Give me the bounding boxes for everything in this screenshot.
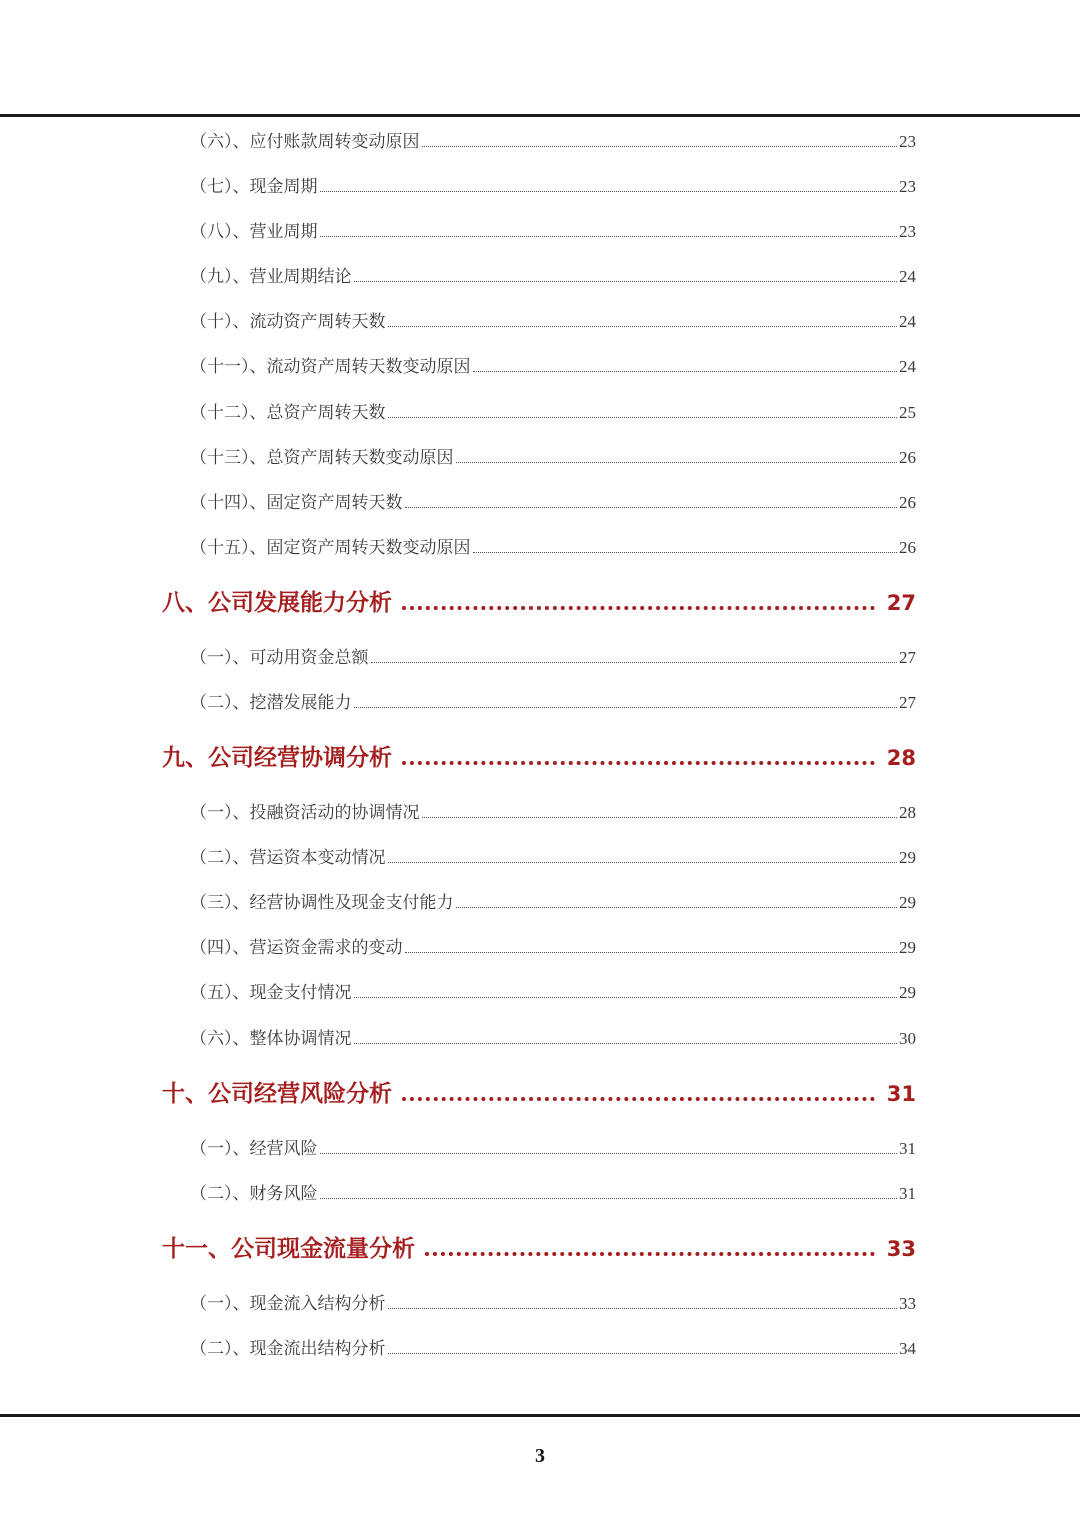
toc-entry-title: （四）、营运资金需求的变动 (190, 938, 403, 958)
toc-entry-page: 23 (899, 177, 916, 196)
dot-leader (473, 371, 898, 372)
toc-entry-title: 十一、公司现金流量分析 (162, 1236, 415, 1262)
dot-leader (354, 707, 898, 708)
toc-entry[interactable] (190, 533, 916, 578)
dot-leader (425, 1252, 875, 1256)
toc-entry-title: 八、公司发展能力分析 (162, 590, 392, 616)
toc-entry-title: （八）、营业周期 (190, 222, 318, 242)
dot-leader (320, 191, 898, 192)
toc-entry-title: （一）、现金流入结构分析 (190, 1294, 386, 1314)
dot-leader (388, 326, 898, 327)
toc-entry[interactable] (190, 398, 916, 443)
toc-entry-page: 29 (899, 848, 916, 867)
dot-leader (456, 462, 898, 463)
dot-leader (388, 417, 898, 418)
toc-entry-page: 34 (899, 1339, 916, 1358)
toc-entry-title: （六）、整体协调情况 (190, 1029, 352, 1049)
dot-leader (405, 952, 898, 953)
toc-entry[interactable] (190, 1134, 916, 1179)
dot-leader (402, 606, 875, 610)
toc-entry-page: 24 (899, 357, 916, 376)
toc-entry[interactable] (190, 352, 916, 397)
toc-entry-title: （十）、流动资产周转天数 (190, 312, 386, 332)
toc-entry-page: 26 (899, 493, 916, 512)
dot-leader (422, 817, 898, 818)
toc-entry-page: 31 (899, 1184, 916, 1203)
toc-entry-page: 30 (899, 1029, 916, 1048)
dot-leader (320, 1153, 898, 1154)
toc-entry[interactable] (190, 262, 916, 307)
toc-entry-page: 23 (899, 132, 916, 151)
header-rule (0, 114, 1080, 117)
toc-entry-page: 29 (899, 893, 916, 912)
toc-entry-title: （二）、现金流出结构分析 (190, 1339, 386, 1359)
toc-entry[interactable] (190, 1024, 916, 1069)
toc-entry[interactable] (190, 307, 916, 352)
toc-entry-title: （五）、现金支付情况 (190, 983, 352, 1003)
toc-entry-title: （二）、财务风险 (190, 1184, 318, 1204)
dot-leader (371, 662, 898, 663)
toc-entry[interactable] (190, 798, 916, 843)
toc-entry[interactable] (190, 1289, 916, 1334)
toc-entry[interactable] (190, 217, 916, 262)
dot-leader (320, 1198, 898, 1199)
toc-entry-page: 23 (899, 222, 916, 241)
toc-entry[interactable] (190, 643, 916, 688)
dot-leader (402, 761, 875, 765)
toc-entry-page: 27 (899, 693, 916, 712)
toc-entry-page: 26 (899, 538, 916, 557)
toc-entry[interactable] (190, 1334, 916, 1379)
dot-leader (456, 907, 898, 908)
toc-entry-page: 28 (899, 803, 916, 822)
toc-entry[interactable] (190, 933, 916, 978)
toc-heading[interactable] (162, 1230, 916, 1280)
toc-entry-title: （七）、现金周期 (190, 177, 318, 197)
toc-entry[interactable] (190, 127, 916, 172)
toc-entry-title: （六）、应付账款周转变动原因 (190, 132, 420, 152)
toc-entry-title: （十三）、总资产周转天数变动原因 (190, 448, 454, 468)
toc-entry-page: 31 (886, 1082, 916, 1106)
toc-heading[interactable] (162, 739, 916, 789)
toc-entry-title: （十五）、固定资产周转天数变动原因 (190, 538, 471, 558)
toc-entry-page: 27 (899, 648, 916, 667)
toc-entry-title: （二）、挖潜发展能力 (190, 693, 352, 713)
dot-leader (354, 1043, 898, 1044)
toc-entry-title: 九、公司经营协调分析 (162, 745, 392, 771)
toc-entry-page: 25 (899, 403, 916, 422)
dot-leader (388, 1353, 898, 1354)
dot-leader (473, 552, 898, 553)
toc-entry-page: 26 (899, 448, 916, 467)
toc-heading[interactable] (162, 584, 916, 634)
toc-entry-title: （十一）、流动资产周转天数变动原因 (190, 357, 471, 377)
dot-leader (388, 1308, 898, 1309)
toc-entry-title: （九）、营业周期结论 (190, 267, 352, 287)
dot-leader (354, 281, 898, 282)
toc-entry-page: 31 (899, 1139, 916, 1158)
toc-entry[interactable] (190, 978, 916, 1023)
dot-leader (405, 507, 898, 508)
toc-entry-page: 28 (886, 746, 916, 770)
toc-entry[interactable] (190, 488, 916, 533)
toc-entry-title: （三）、经营协调性及现金支付能力 (190, 893, 454, 913)
toc-entry[interactable] (190, 443, 916, 488)
toc-entry[interactable] (190, 888, 916, 933)
toc-entry[interactable] (190, 688, 916, 733)
toc-entry-title: 十、公司经营风险分析 (162, 1081, 392, 1107)
toc-entry-page: 29 (899, 938, 916, 957)
toc-heading[interactable] (162, 1075, 916, 1125)
toc-entry-title: （一）、经营风险 (190, 1139, 318, 1159)
toc-entry-title: （一）、可动用资金总额 (190, 648, 369, 668)
toc-entry-page: 29 (899, 983, 916, 1002)
toc-entry-title: （十四）、固定资产周转天数 (190, 493, 403, 513)
toc-entry-page: 27 (886, 591, 916, 615)
toc-entry[interactable] (190, 1179, 916, 1224)
page-number: 3 (535, 1445, 545, 1467)
toc-entry-title: （十二）、总资产周转天数 (190, 403, 386, 423)
dot-leader (422, 146, 898, 147)
toc-entry[interactable] (190, 843, 916, 888)
dot-leader (320, 236, 898, 237)
toc-entry-page: 24 (899, 312, 916, 331)
toc-entry[interactable] (190, 172, 916, 217)
toc-entry-page: 33 (899, 1294, 916, 1313)
toc-entry-page: 24 (899, 267, 916, 286)
dot-leader (388, 862, 898, 863)
toc-entry-title: （二）、营运资本变动情况 (190, 848, 386, 868)
toc-entry-title: （一）、投融资活动的协调情况 (190, 803, 420, 823)
dot-leader (354, 997, 898, 998)
dot-leader (402, 1097, 875, 1101)
footer-rule (0, 1414, 1080, 1417)
toc-entry-page: 33 (886, 1237, 916, 1261)
